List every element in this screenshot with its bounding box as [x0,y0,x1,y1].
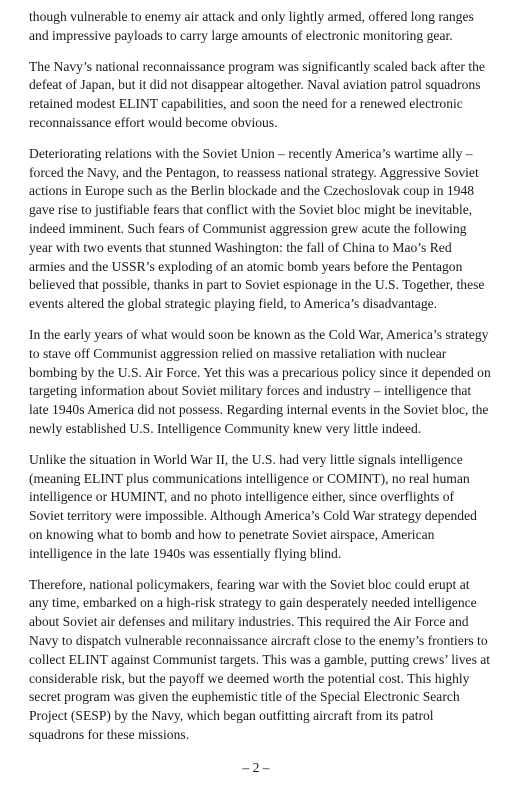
paragraph-6: Therefore, national policymakers, fearing war with the Soviet bloc could erupt at any time, embarked on a high-risk strategy to gain desperately needed intelligence about Soviet air defenses and military industries. This required the Air Force and Navy to dispatch vulnerable reconnaissance aircraft close to the enemy’s frontiers to collect ELINT against Communist targets. This was a gamble, putting crews’ lives at considerable risk, but the payoff we deemed worth the potential cost. This highly secret program was given the euphemistic title of the Special Electronic Search Project (SESP) by the Navy, which began outfitting aircraft from its patrol squadrons for these missions. [29,576,491,742]
document-body [29,8,491,757]
paragraph-1: though vulnerable to enemy air attack and only lightly armed, offered long ranges and impressive payloads to carry large amounts of electronic monitoring gear. [29,9,474,43]
paragraph-2: The Navy’s national reconnaissance program was significantly scaled back after the defeat of Japan, but it did not disappear altogether. Naval aviation patrol squadrons retained modest ELINT capabilities, and soon the need for a renewed electronic reconnaissance effort would become obvious. [29,58,485,130]
paragraph-3: Deteriorating relations with the Soviet Union – recently America’s wartime ally – forced the Navy, and the Pentagon, to reassess national strategy. Aggressive Soviet actions in Europe such as the Berlin blockade and the Czechoslovak coup in 1948 gave rise to justifiable fears that conflict with the Soviet bloc might be inevitable, indeed imminent. Such fears of Communist aggression grew acute the following year with two events that stunned Washington: the fall of China to Mao’s Red armies and the USSR’s exploding of an atomic bomb years before the Pentagon believed that possible, thanks in part to Soviet espionage in the U.S. Together, these events altered the global strategic playing field, to America’s disadvantage. [29,145,485,312]
paragraph-5: Unlike the situation in World War II, the U.S. had very little signals intelligence (meaning ELINT plus communications intelligence or COMINT), no real human intelligence or HUMINT, and no photo intelligence either, since overflights of Soviet territory were impossible. Although America’s Cold War strategy depended on knowing what to bomb and how to penetrate Soviet airspace, American intelligence in the late 1940s was essentially flying blind. [29,451,477,561]
page-number: – 2 – [242,760,270,775]
paragraph-4: In the early years of what would soon be known as the Cold War, America’s strategy to stave off Communist aggression relied on massive retaliation with nuclear bombing by the U.S. Air Force. Yet this was a precarious policy since it depended on targeting information about Soviet military forces and industry – intelligence that late 1940s America did not possess. Regarding internal events in the Soviet bloc, the newly established U.S. Intelligence Community knew very little indeed. [29,326,491,436]
